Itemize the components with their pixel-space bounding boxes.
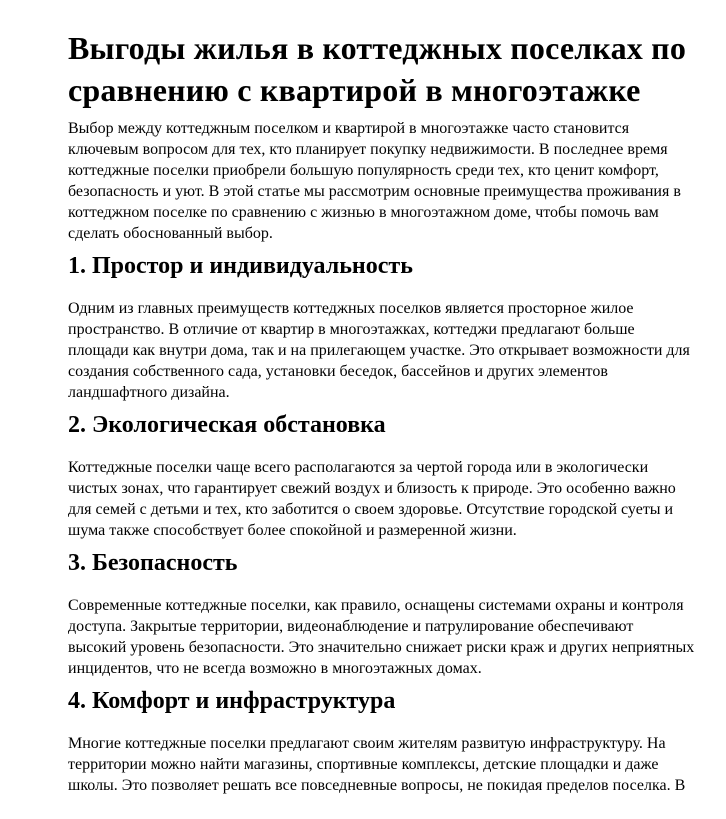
article [68,27,695,796]
section-paragraph-comfort-infrastructure: Многие коттеджные поселки предлагают своим жителям развитую инфраструктуру. На территории можно найти магазины, спортивные комплексы, детские площадки и даже школы. Это позволяет решать все повседневные вопросы, не покидая пределов поселка. В [68,735,686,794]
section-heading-security: 3. Безопасность [68,550,238,576]
section-heading-comfort-infrastructure: 4. Комфорт и инфраструктура [68,688,396,714]
article-title: Выгоды жилья в коттеджных поселках по сравнению с квартирой в многоэтажке [68,30,687,108]
section-paragraph-security: Современные коттеджные поселки, как правило, оснащены системами охраны и контроля доступа. Закрытые территории, видеонаблюдение и патрулирование обеспечивают высокий уровень безопасности. Это значительно снижает риски краж и других неприятных инцидентов, что не всегда возможно в многоэтажных домах. [68,597,695,677]
section-comfort-infrastructure [68,686,695,796]
section-security [68,548,695,679]
section-heading-ecology: 2. Экологическая обстановка [68,412,386,438]
section-paragraph-space-individuality: Одним из главных преимуществ коттеджных поселков является просторное жилое пространство. В отличие от квартир в многоэтажках, коттеджи предлагают больше площади как внутри дома, так и на прилегающем участке. Это открывает возможности для создания собственного сада, установки беседок, бассейнов и других элементов ландшафтного дизайна. [68,300,690,401]
section-ecology [68,410,695,541]
section-paragraph-ecology: Коттеджные поселки чаще всего располагаются за чертой города или в экологически чистых зонах, что гарантирует свежий воздух и близость к природе. Это особенно важно для семей с детьми и тех, кто заботится о своем здоровье. Отсутствие городской суеты и шума также способствует более спокойной и размеренной жизни. [68,459,676,539]
section-heading-space-individuality: 1. Простор и индивидуальность [68,253,413,279]
intro-paragraph: Выбор между коттеджным поселком и квартирой в многоэтажке часто становится ключевым вопросом для тех, кто планирует покупку недвижимости. В последнее время коттеджные поселки приобрели большую популярность среди тех, кто ценит комфорт, безопасность и уют. В этой статье мы рассмотрим основные преимущества проживания в коттеджном поселке по сравнению с жизнью в многоэтажном доме, чтобы помочь вам сделать обоснованный выбор. [68,120,681,242]
document-page [0,27,726,819]
section-space-individuality [68,251,695,403]
